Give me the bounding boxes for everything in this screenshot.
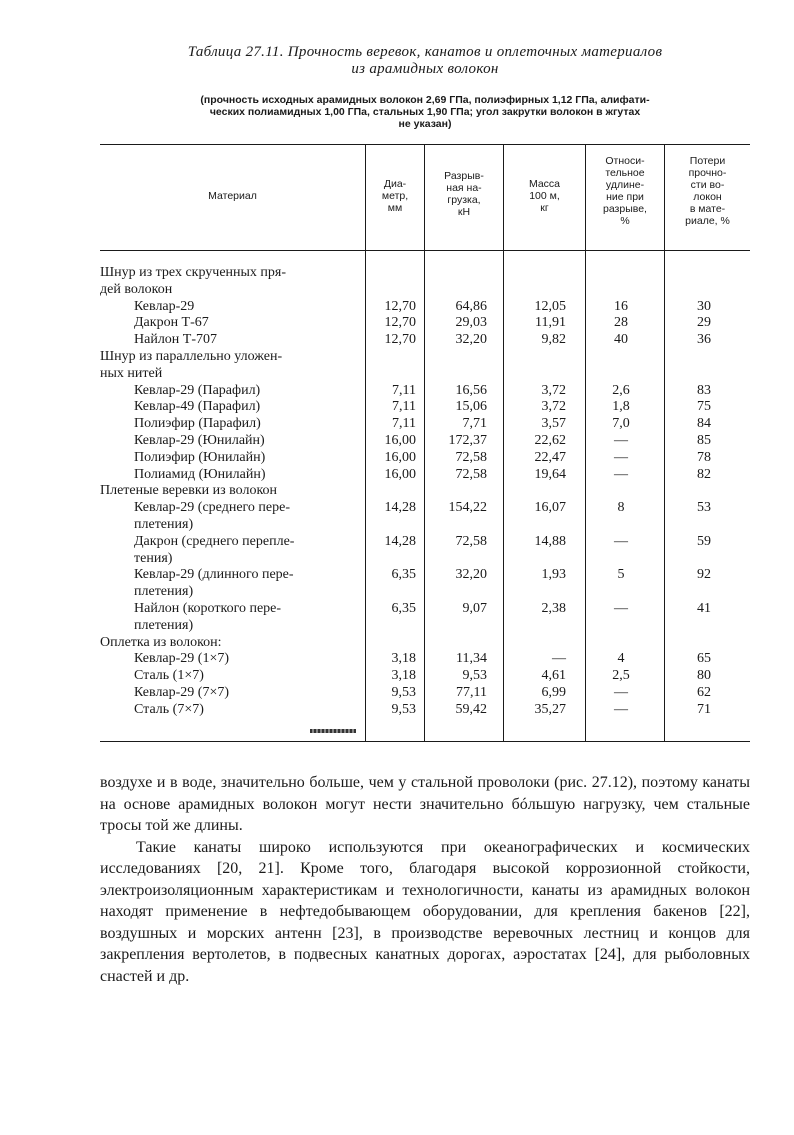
cell-mass: 3,72 xyxy=(541,382,566,398)
cell-diameter: 12,70 xyxy=(384,315,416,331)
header-line: риале, % xyxy=(685,215,730,227)
cell-elongation: 1,8 xyxy=(612,399,630,415)
cell-material: Полиамид (Юнилайн) xyxy=(134,466,266,482)
cell-strength-loss: 36 xyxy=(697,332,711,348)
cell-diameter: 14,28 xyxy=(384,533,416,549)
cell-mass: 22,62 xyxy=(534,433,566,448)
cell-elongation: — xyxy=(614,601,628,616)
cell-diameter: 16,00 xyxy=(384,449,416,465)
cell-strength-loss: 62 xyxy=(697,685,711,700)
cell-material: ных нитей xyxy=(100,365,163,381)
header-line: тельное xyxy=(605,167,645,179)
cell-strength-loss: 92 xyxy=(697,567,711,583)
cell-mass: 19,64 xyxy=(534,466,566,482)
header-load xyxy=(425,170,503,218)
cell-material: Кевлар-29 (7×7) xyxy=(134,685,230,700)
cell-elongation: 4 xyxy=(617,651,625,667)
cell-strength-loss: 78 xyxy=(697,449,711,465)
header-line: ние при xyxy=(606,191,644,203)
cell-elongation: 28 xyxy=(614,315,628,331)
cell-material: Сталь (7×7) xyxy=(134,701,204,717)
cell-material: Шнур из параллельно уложен- xyxy=(100,349,283,364)
cell-strength-loss: 41 xyxy=(697,601,711,616)
cell-material: дей волокон xyxy=(100,281,173,297)
cell-mass: 4,61 xyxy=(541,668,566,684)
body-text xyxy=(100,772,750,987)
cell-diameter: 16,00 xyxy=(384,466,416,482)
cell-diameter: 7,11 xyxy=(392,399,416,415)
cell-diameter: 16,00 xyxy=(384,433,416,448)
cell-load: 72,58 xyxy=(455,466,487,482)
cell-mass: 3,72 xyxy=(541,399,566,415)
cell-material: Кевлар-29 (1×7) xyxy=(134,651,230,667)
cell-elongation: 16 xyxy=(614,298,628,314)
cell-mass: 22,47 xyxy=(534,449,566,465)
cell-elongation: — xyxy=(614,701,628,717)
cell-strength-loss: 53 xyxy=(697,500,711,516)
header-line: прочно- xyxy=(688,167,727,179)
cell-elongation: — xyxy=(614,433,628,448)
cell-material: Кевлар-29 xyxy=(134,298,195,314)
cell-elongation: 40 xyxy=(614,332,628,348)
subtitle-line: ческих полиамидных 1,00 ГПа, стальных 1,90 ГПа; угол закрутки волокон в жгутах xyxy=(209,106,641,118)
cell-mass: 11,91 xyxy=(535,315,566,331)
header-line: локон xyxy=(693,191,722,203)
cell-elongation: 7,0 xyxy=(612,416,630,432)
cell-strength-loss: 85 xyxy=(697,433,711,448)
cell-load: 172,37 xyxy=(448,433,487,448)
cell-material: Оплетка из волокон: xyxy=(100,634,222,650)
paragraph: Такие канаты широко используются при океанографических и космических исследованиях [20, 21]. Кроме того, благодаря высокой коррозионной стойкости, электроизоляционным характеристикам и технологичности, канаты из арамидных волокон находят применение в нефтедобывающем оборудовании, для крепления бакенов [22], воздушных и морских антенн [23], в производстве веревочных лестниц и концов для закрепления вертолетов, в подвесных канатных дорогах, аэростатах [24], для рыболовных снастей и др. xyxy=(100,838,750,985)
header-line: Масса xyxy=(528,178,561,190)
header-line: разрыве, xyxy=(603,203,647,215)
header-line: Относи- xyxy=(605,155,645,167)
cell-mass: 9,82 xyxy=(541,332,566,348)
header-line: мм xyxy=(387,202,403,214)
cell-elongation: — xyxy=(614,449,628,465)
header-mass xyxy=(504,178,585,214)
cell-mass: 16,07 xyxy=(534,500,566,516)
cell-diameter: 6,35 xyxy=(391,601,416,616)
cell-elongation: 5 xyxy=(617,567,625,583)
table-title xyxy=(100,44,750,78)
cell-elongation: 8 xyxy=(617,500,625,516)
cell-material: Найлон (короткого пере- xyxy=(134,601,282,616)
cell-load: 72,58 xyxy=(455,533,487,549)
cell-strength-loss: 29 xyxy=(697,315,711,331)
cell-diameter: 7,11 xyxy=(392,416,416,432)
cell-elongation: — xyxy=(614,466,628,482)
cell-strength-loss: 75 xyxy=(697,399,711,415)
table-top-rule xyxy=(100,144,750,145)
cell-load: 9,07 xyxy=(462,601,487,616)
cell-material: Кевлар-49 (Парафил) xyxy=(134,399,261,415)
cell-material: Кевлар-29 (длинного пере- xyxy=(134,567,294,583)
subtitle-line: (прочность исходных арамидных волокон 2,69 ГПа, полиэфирных 1,12 ГПа, алифати- xyxy=(200,94,650,106)
cell-mass: 12,05 xyxy=(534,298,566,314)
cell-material: Полиэфир (Парафил) xyxy=(134,416,261,432)
table-title-line: Таблица 27.11. Прочность веревок, канатов и оплеточных материалов xyxy=(187,44,663,60)
cell-material: плетения) xyxy=(134,584,194,600)
cell-load: 59,42 xyxy=(455,701,487,717)
cell-strength-loss: 65 xyxy=(697,651,711,667)
header-line: Потери xyxy=(689,155,726,167)
header-strength-loss xyxy=(665,155,750,227)
cell-material: тения) xyxy=(134,550,173,566)
cell-diameter: 3,18 xyxy=(391,651,416,667)
cell-load: 15,06 xyxy=(455,399,487,415)
header-line: кН xyxy=(457,206,471,218)
header-line: сти во- xyxy=(690,179,725,191)
header-line: % xyxy=(620,215,630,227)
cell-material: Кевлар-29 (среднего пере- xyxy=(134,500,291,516)
subtitle-line: не указан) xyxy=(398,118,452,130)
cell-mass: 14,88 xyxy=(534,533,566,549)
header-line: кг xyxy=(540,202,549,214)
header-line: грузка, xyxy=(447,194,481,206)
cell-material: плетения) xyxy=(134,517,194,532)
header-line: 100 м, xyxy=(529,190,560,202)
cell-diameter: 3,18 xyxy=(391,668,416,684)
table-subtitle xyxy=(100,94,750,130)
table-header-rule xyxy=(100,250,750,251)
cell-diameter: 12,70 xyxy=(384,298,416,314)
cell-mass: 35,27 xyxy=(534,701,566,717)
cell-diameter: 9,53 xyxy=(391,685,416,700)
cell-elongation: 2,5 xyxy=(612,668,630,684)
cell-diameter: 9,53 xyxy=(391,701,416,717)
cell-strength-loss: 80 xyxy=(697,668,711,684)
table-bottom-rule xyxy=(100,741,750,742)
cell-load: 154,22 xyxy=(448,500,487,516)
cell-material: плетения) xyxy=(134,617,194,633)
header-line: Разрыв- xyxy=(444,170,484,182)
cell-load: 72,58 xyxy=(455,449,487,465)
cell-load: 32,20 xyxy=(455,567,487,583)
cell-load: 64,86 xyxy=(455,298,487,314)
cell-mass: 1,93 xyxy=(541,567,566,583)
cell-load: 7,71 xyxy=(462,416,487,432)
cell-mass: — xyxy=(552,651,566,667)
header-line: ная на- xyxy=(446,182,482,194)
cell-material: Кевлар-29 (Юнилайн) xyxy=(134,433,265,448)
cell-material: Дакрон Т-67 xyxy=(134,315,209,331)
cell-elongation: — xyxy=(614,533,628,549)
cell-mass: 6,99 xyxy=(541,685,566,700)
cell-material: Кевлар-29 (Парафил) xyxy=(134,382,261,398)
cell-material: Плетеные веревки из волокон xyxy=(100,483,278,499)
cell-elongation: 2,6 xyxy=(612,382,630,398)
cell-load: 32,20 xyxy=(455,332,487,348)
cell-load: 77,11 xyxy=(456,685,487,700)
cell-material: Дакрон (среднего перепле- xyxy=(134,533,295,549)
cell-strength-loss: 30 xyxy=(697,298,711,314)
paragraph: воздухе и в воде, значительно больше, чем у стальной проволоки (рис. 27.12), поэтому канаты на основе арамидных волокон могут нести значительно бóльшую нагрузку, чем стальные тросы той же длины. xyxy=(100,774,750,834)
table-title-line: из арамидных волокон xyxy=(351,61,499,77)
cell-elongation: — xyxy=(614,685,628,700)
cell-material: Полиэфир (Юнилайн) xyxy=(134,449,266,465)
cell-material: Шнур из трех скрученных пря- xyxy=(100,265,287,280)
cell-load: 9,53 xyxy=(462,668,487,684)
cell-load: 16,56 xyxy=(455,382,487,398)
cell-strength-loss: 84 xyxy=(697,416,711,432)
cell-load: 29,03 xyxy=(455,315,487,331)
cell-diameter: 7,11 xyxy=(392,382,416,398)
header-line: в мате- xyxy=(689,203,726,215)
header-line: Диа- xyxy=(383,178,407,190)
cell-strength-loss: 82 xyxy=(697,466,711,482)
cell-mass: 2,38 xyxy=(541,601,566,616)
cell-diameter: 14,28 xyxy=(384,500,416,516)
cell-material: Сталь (1×7) xyxy=(134,668,204,684)
header-material: Материал xyxy=(208,190,257,202)
printer-imprint-mark xyxy=(310,729,356,733)
cell-diameter: 12,70 xyxy=(384,332,416,348)
cell-strength-loss: 83 xyxy=(697,382,711,398)
cell-mass: 3,57 xyxy=(541,416,566,432)
cell-material: Найлон Т-707 xyxy=(134,332,218,348)
cell-strength-loss: 71 xyxy=(697,701,711,717)
header-elongation xyxy=(586,155,664,227)
cell-diameter: 6,35 xyxy=(391,567,416,583)
cell-strength-loss: 59 xyxy=(697,533,711,549)
header-line: удлине- xyxy=(605,179,645,191)
header-diameter xyxy=(366,178,424,214)
header-line: метр, xyxy=(381,190,409,202)
cell-load: 11,34 xyxy=(456,651,487,667)
